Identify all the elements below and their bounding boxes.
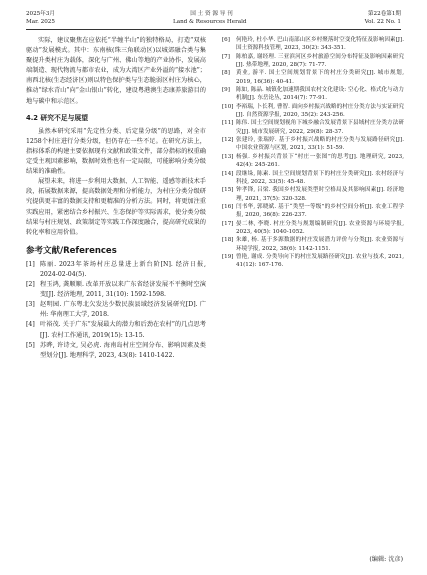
reference-text: 苏晔, 许诗文, 吴必虎. 海南岛村庄空间分布、影响因素及类型划分[J]. 地理科学, 2023, 43(8): 1410-1422. [40,341,206,359]
reference-number: [7] [222,53,230,60]
right-column [222,36,404,270]
reference-number: [10] [222,103,234,110]
reference-item [222,253,404,270]
reference-item [222,186,404,203]
reference-number: [1] [26,260,35,268]
reference-number: [11] [222,120,234,127]
reference-number: [16] [222,203,234,210]
reference-item [222,86,404,103]
reference-number: [6] [222,37,230,43]
reference-number: [2] [26,281,35,289]
reference-number: [12] [222,137,234,144]
journal-title-en: Land & Resources Herald [173,19,247,25]
reference-text: 朱雄, 杨. 基于多源数据的村庄发展潜力评价与分类[J]. 农业资源与环境学报, 2022, 38(6): 1142-1151. [236,237,404,252]
reference-item [26,300,206,320]
reference-list [26,260,206,361]
reference-text: 何艳玲, 杜小华. 巴山南部山区乡村聚落时空变化特征及影响因素[J]. 国土资源科技管理, 2023, 30(2): 343-351. [236,37,404,52]
reference-item [26,341,206,361]
reference-text: 李裕瑞, 卜长利, 曹智. 面向乡村振兴战略的村庄分类方法与实证研究[J]. 自然资源学报, 2020, 35(2): 243-256. [236,103,404,119]
reference-text: 闫书华, 郭晓斌. 基于“类型一等级”的乡村空间分析[J]. 农业工程学报, 2020, 36(8): 226-237. [236,203,404,219]
issue-date-en: Mar. 2025 [26,19,55,25]
reference-number: [15] [222,187,234,194]
reference-text: 张建玲, 张瑞婷. 基于乡村振兴战略的村庄分类与发展路径研究[J]. 中国农业资源与区划, 2021, 33(1): 51-59. [236,137,404,152]
reference-number: [9] [222,87,230,94]
reference-number: [8] [222,70,230,77]
reference-number: [13] [222,153,234,160]
body-paragraph: 虽然本研究采用“先定性分类、后定量分级”的思路，对全市1258个村庄进行分类分级，但仍存在一些不足。在研究方法上，指标体系的构建主要依据现有文献和政策文件，部分指标的权重确定受主观因素影响，数据时效性也有一定局限，可能影响分类分级结果的准确性。 [26,127,206,176]
reference-text: 曾艳, 谢成. 分类导向下的村庄发展路径研究[J]. 农业与技术, 2021, 41(12): 167-176. [236,253,404,269]
editor-note: (编辑: 沈彦) [369,556,403,563]
reference-item [26,280,206,300]
reference-item [222,36,404,53]
reference-number: [19] [222,253,234,260]
reference-text: 杨强. 乡村振兴背景下“村庄一张图”的思考[J]. 地理研究, 2023, 42(4): 245-261. [236,153,404,169]
reference-item [222,170,404,187]
reference-number: [17] [222,220,234,227]
header-bottom-row [26,18,401,26]
reference-item [222,53,404,70]
reference-text: 程玉鸿, 龚顺顺. 改革开放以来广东省经济发展不平衡时空演变[J]. 经济地理, 2011, 31(10): 1592-1598. [40,281,206,299]
reference-number: [14] [222,170,234,177]
section-heading: 4.2 研究不足与展望 [26,113,88,122]
reference-number: [3] [26,301,35,309]
reference-item [222,203,404,220]
reference-number: [5] [26,341,35,349]
body-paragraph: 展望未来，将进一步利用大数据、人工智能、遥感等新技术手段，拓展数据来源，提高数据处理和分析能力，为村庄分类分级研究提供更丰富的数据支持和更精准的分析方法。同时，将更加注重实践应用，紧密结合乡村振兴、生态保护等实际需求，使分类分级结果与村庄规划、政策制定等实践工作深度融合，提高研究成果的转化率和应用价值。 [26,178,206,236]
reference-item [222,220,404,237]
reference-text: 陈柏嘉, 谢经理. 三亚滨河区乡村旅游空间分布特征及影响因素研究[J]. 热带地理, 2020, 28(7): 71-77. [236,53,404,69]
reference-item [26,320,206,340]
reference-text: 钟孝锋, 吕梁. 我国乡村发展类型时空格局及其影响因素[J]. 经济地理, 2021, 37(5): 320-328. [236,187,404,202]
issue-date-cn: 2025年3月 [26,11,55,17]
references-heading: 参考文献/References [26,245,117,256]
reference-item [26,260,206,280]
reference-text: 陈如, 陈晶. 城镇化加速期我国农村文化建设: 空心化、格式化与动力机制[J]. 东岳论丛, 2014(7): 77-91. [236,87,404,102]
volume-en: Vol. 22 No. 1 [364,19,401,25]
reference-item [222,153,404,170]
reference-text: 陈丽. 2023年茶场村庄总量进上新台阶[N]. 经济日报, 2024-02-04(5). [40,260,206,278]
reference-text: 叶裕茂. 关于广东“发展最大的潜力和后劲在农村”的几点思考[J]. 农村工作通讯, 2019(15): 13-15. [40,321,206,339]
journal-title-cn: 国 土 资 源 导 刊 [190,11,233,17]
reference-list [222,36,404,270]
header-top-row [26,10,401,18]
reference-text: 陈伟. 国土空间规划视角下城乡融合发展背景下县域村庄分类方法研究[J]. 城市发展研究, 2022, 29(8): 28-37. [236,120,404,135]
header-rule [26,29,401,30]
body-paragraph: 实际，建议聚焦在应依托“半缠半山”的独特格局，打造“双核驱动”发展模式。其中：东南核(珠三角联动区)以城郊融合类与集聚提升类村庄为载体，深化与广州、佛山等地的产业协作，发展高端制造、现代物流与都市农业，成为大湾区产业外溢的“接水池”；南西北核(生态经济区)则以特色保护类与生态脆弱区村庄为核心，推动“绿水青山”向“金山银山”转化，建设粤港澳生态康养旅游目的地与碳中和示范区。 [26,37,206,105]
reference-number: [4] [26,321,35,329]
left-column [26,36,206,361]
reference-text: 赵明园. 广东粤北欠发达少数民族县域经济发展研究[D]. 广州: 华南理工大学, 2018. [40,301,206,319]
reference-item [222,119,404,136]
reference-number: [18] [222,237,234,244]
reference-text: 晏二林, 李晓. 村庄分类与规划编制研究[J]. 农业资源与环境学报, 2023, 40(5): 1040-1052. [236,220,404,235]
reference-item [222,136,404,153]
reference-item [222,103,404,120]
reference-text: 黄业, 游平. 国土空间规划背景下的村庄分类研究[J]. 城市规划, 2019, 16(36): 40-41. [236,70,404,85]
reference-item [222,69,404,86]
volume-cn: 第22卷第1期 [367,11,401,17]
reference-text: 段继垛, 陈素. 国土空间规划背景下的村庄分类研究[J]. 农村经济与科技, 2022, 33(5): 45-48. [236,170,404,185]
reference-item [222,236,404,253]
